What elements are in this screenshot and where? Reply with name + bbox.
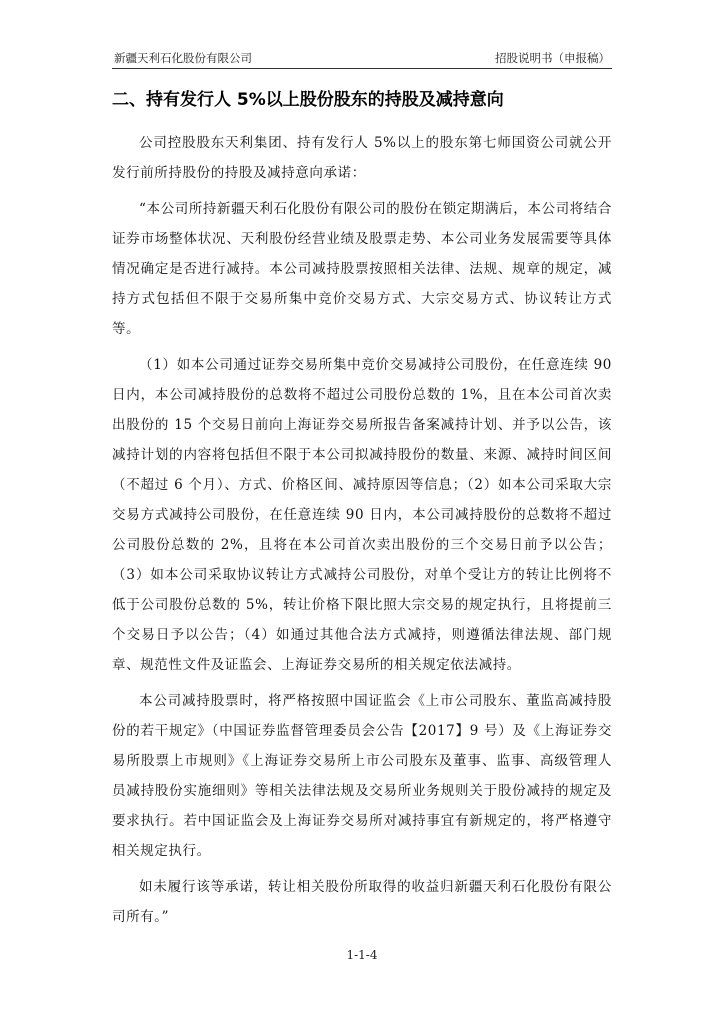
paragraph-regulations: 本公司减持股票时，将严格按照中国证监会《上市公司股东、董监高减持股份的若干规定》（中国证券监督管理委员会公告【2017】9 号）及《上海证券交易所股票上市规则》《上海证券交易所上市公司股东及董事、监事、高级管理人员减持股份实施细则》等相关法律法规及交易所业务规则关于股份减持的规定及要求执行。若中国证监会及上海证券交易所对减持事宜有新规定的，将严格遵守相关规定执行。 [112,693,612,859]
paragraph-intro: 公司控股股东天利集团、持有发行人 5%以上的股东第七师国资公司就公开发行前所持股份的持股及减持意向承诺： [112,135,612,181]
section-title: 二、持有发行人 5%以上股份股东的持股及减持意向 [112,90,504,110]
body-content [112,128,612,932]
paragraph-commitment: “本公司所持新疆天利石化股份有限公司的股份在锁定期满后，本公司将结合证券市场整体状况、天利股份经营业绩及股票走势、本公司业务发展需要等具体情况确定是否进行减持。本公司减持股票按照相关法律、法规、规章的规定，减持方式包括但不限于交易所集中竞价交易方式、大宗交易方式、协议转让方式等。 [112,201,612,337]
page-header [112,50,612,69]
header-document-title: 招股说明书（申报稿） [495,51,610,65]
page-number: 1-1-4 [346,948,378,962]
paragraph-breach-clause: 如未履行该等承诺，转让相关股份所取得的收益归新疆天利石化股份有限公司所有。” [112,879,612,925]
paragraph-reduction-methods: （1）如本公司通过证券交易所集中竞价交易减持公司股份，在任意连续 90 日内，本公司减持股份的总数将不超过公司股份总数的 1%，且在本公司首次卖出股份的 15 个交易日前向上海证券交易所报告备案减持计划、并予以公告，该减持计划的内容将包括但不限于本公司拟减持股份的数量、来源、减持时间区间（不超过 6 个月）、方式、价格区间、减持原因等信息；（2）如本公司采取大宗交易方式减持公司股份，在任意连续 90 日内，本公司减持股份的总数将不超过公司股份总数的 2%，且将在本公司首次卖出股份的三个交易日前予以公告；（3）如本公司采取协议转让方式减持公司股份，对单个受让方的转让比例将不低于公司股份总数的 5%，转让价格下限比照大宗交易的规定执行，且将提前三个交易日予以公告；（4）如通过其他合法方式减持，则遵循法律法规、部门规章、规范性文件及证监会、上海证券交易所的相关规定依法减持。 [112,357,612,673]
header-company-name: 新疆天利石化股份有限公司 [114,51,252,65]
